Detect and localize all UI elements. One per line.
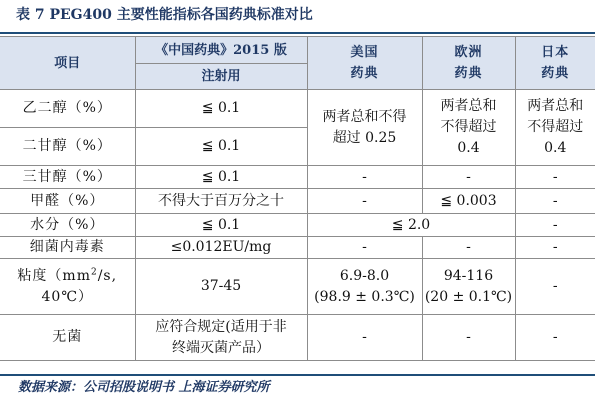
table-row: [0, 315, 595, 361]
cell-jp: -: [515, 259, 595, 315]
viscosity-label-line2: 40℃）: [41, 288, 93, 305]
header-jp-pharmacopoeia: [515, 37, 595, 90]
header-us-pharmacopoeia: [307, 37, 422, 90]
cell-jp: -: [515, 315, 595, 361]
cell-eu: [422, 259, 515, 315]
cell-jp: -: [515, 214, 595, 237]
header-eu-line1: 欧洲: [454, 45, 483, 60]
cell-jp-merged: [515, 90, 595, 166]
cell-jp-merged-line1: 两者总和: [527, 98, 584, 114]
cell-us-merged-line1: 两者总和不得: [322, 108, 407, 125]
cell-eu-merged-line3: 0.4: [457, 140, 480, 156]
cell-eu-line2: (20 ± 0.1℃): [424, 288, 513, 305]
cell-cn: [135, 315, 307, 361]
row-label: 二甘醇（%）: [0, 128, 135, 166]
row-label: 细菌内毒素: [0, 237, 135, 259]
cell-cn: ≦ 0.1: [135, 90, 307, 128]
cell-eu: -: [422, 237, 515, 259]
cell-cn: ≦ 0.1: [135, 214, 307, 237]
data-source: 数据来源：公司招股说明书 上海证券研究所: [0, 374, 595, 400]
row-label: 无菌: [0, 315, 135, 361]
viscosity-label-sup: 2: [90, 266, 98, 277]
viscosity-label-suffix: /s,: [97, 267, 118, 284]
header-item: 项目: [0, 37, 135, 90]
cell-us-eu-merged: ≦ 2.0: [307, 214, 515, 237]
cell-eu: -: [422, 315, 515, 361]
cell-jp: -: [515, 237, 595, 259]
cell-jp: -: [515, 189, 595, 214]
cell-jp-merged-line3: 0.4: [544, 140, 567, 156]
cell-eu-merged-line1: 两者总和: [440, 98, 497, 114]
table-row: [0, 237, 595, 259]
table-row: [0, 166, 595, 189]
cell-eu-line1: 94-116: [443, 267, 494, 284]
cell-jp-merged-line2: 不得超过: [527, 119, 584, 135]
cell-cn: ≦ 0.1: [135, 128, 307, 166]
cell-us-merged: [307, 90, 422, 166]
header-us-line2: 药典: [350, 66, 379, 81]
header-us-line1: 美国: [350, 45, 379, 60]
cell-jp: -: [515, 166, 595, 189]
header-row-1: [0, 37, 595, 64]
cell-us-line1: 6.9-8.0: [339, 267, 390, 284]
header-cn-pharmacopoeia: 《中国药典》2015 版: [135, 37, 307, 64]
cell-eu: -: [422, 166, 515, 189]
cell-eu-merged: [422, 90, 515, 166]
row-label: 甲醛（%）: [0, 189, 135, 214]
row-label: 水分（%）: [0, 214, 135, 237]
cell-us: -: [307, 189, 422, 214]
header-jp-line2: 药典: [541, 66, 570, 81]
header-jp-line1: 日本: [541, 45, 570, 60]
table-row: [0, 189, 595, 214]
cell-cn: ≤0.012EU/mg: [135, 237, 307, 259]
row-label: 三甘醇（%）: [0, 166, 135, 189]
row-label: 乙二醇（%）: [0, 90, 135, 128]
table-row: [0, 90, 595, 128]
cell-us: -: [307, 315, 422, 361]
cell-cn-line1: 应符合规定(适用于非: [155, 318, 287, 335]
cell-us-merged-line2: 超过 0.25: [332, 129, 397, 146]
header-eu-line2: 药典: [454, 66, 483, 81]
cell-cn: 37-45: [135, 259, 307, 315]
cell-cn-line2: 终端灭菌产品）: [172, 339, 270, 356]
table-row: [0, 259, 595, 315]
viscosity-label-prefix: 粘度（mm: [17, 267, 91, 284]
table-row: [0, 214, 595, 237]
cell-eu-merged-line2: 不得超过: [440, 119, 497, 135]
table-title: 表 7 PEG400 主要性能指标各国药典标准对比: [0, 0, 595, 34]
viscosity-label-line1: [0, 266, 135, 287]
cell-eu: ≦ 0.003: [422, 189, 515, 214]
cell-us-line2: (98.9 ± 0.3℃): [314, 288, 415, 305]
peg400-comparison-table: [0, 36, 595, 361]
cell-cn: 不得大于百万分之十: [135, 189, 307, 214]
row-label-viscosity: [0, 259, 135, 315]
cell-us: -: [307, 166, 422, 189]
header-eu-pharmacopoeia: [422, 37, 515, 90]
cell-us: [307, 259, 422, 315]
header-cn-sub: 注射用: [135, 64, 307, 90]
cell-cn: ≦ 0.1: [135, 166, 307, 189]
cell-us: -: [307, 237, 422, 259]
